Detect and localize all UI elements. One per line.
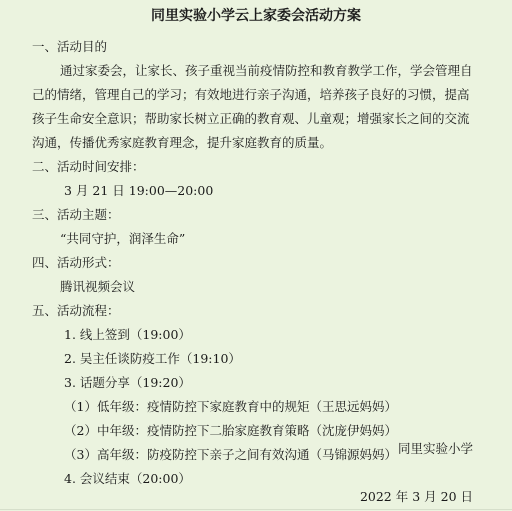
process-item: 2. 吴主任谈防疫工作（19:10） [64, 351, 241, 366]
page-bottom-rule [0, 509, 512, 510]
purpose-paragraph-line-4: 沟通，传播优秀家庭教育理念，提升家庭教育的质量。 [32, 135, 333, 150]
section-heading-purpose: 一、活动目的 [32, 39, 108, 54]
process-subitem: （2）中年级：疫情防控下二胎家庭教育策略（沈庞伊妈妈） [64, 423, 397, 438]
time-value: 3 月 21 日 19:00—20:00 [64, 183, 214, 198]
process-subitem: （1）低年级：疫情防控下家庭教育中的规矩（王思远妈妈） [64, 399, 397, 414]
purpose-paragraph-line-2: 己的情绪，管理自己的学习；有效地进行亲子沟通，培养孩子良好的习惯，提高 [32, 87, 470, 102]
page-title: 同里实验小学云上家委会活动方案 [151, 8, 361, 24]
signature-date: 2022 年 3 月 20 日 [359, 489, 473, 504]
process-item: 1. 线上签到（19:00） [64, 327, 191, 342]
theme-value: “共同守护，润泽生命” [60, 231, 186, 246]
section-heading-format: 四、活动形式： [32, 255, 120, 270]
section-heading-theme: 三、活动主题： [32, 207, 120, 222]
section-heading-process: 五、活动流程： [32, 303, 120, 318]
signature-org: 同里实验小学 [397, 441, 473, 456]
process-item: 4. 会议结束（20:00） [64, 471, 191, 486]
purpose-paragraph-line-3: 孩子生命安全意识；帮助家长树立正确的教育观、儿童观；增强家长之间的交流 [32, 111, 470, 126]
process-item: 3. 话题分享（19:20） [64, 375, 191, 390]
section-heading-time: 二、活动时间安排： [32, 159, 145, 174]
format-value: 腾讯视频会议 [60, 279, 136, 294]
purpose-paragraph-line-1: 通过家委会，让家长、孩子重视当前疫情防控和教育教学工作，学会管理自 [60, 63, 473, 78]
process-subitem: （3）高年级：防疫防控下亲子之间有效沟通（马锦源妈妈） [64, 447, 397, 462]
